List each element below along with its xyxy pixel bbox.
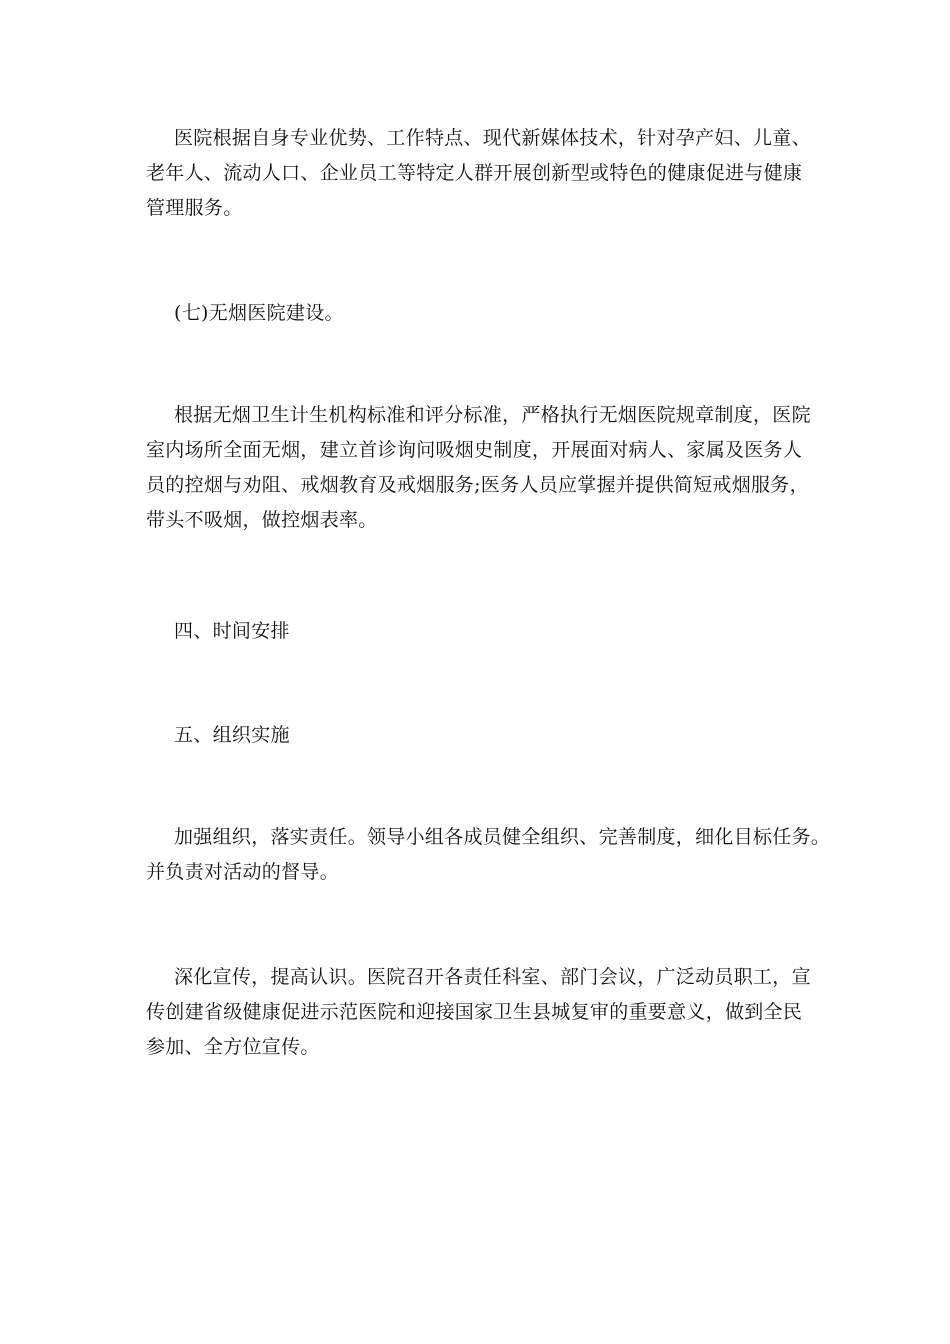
paragraph-line: 并负责对活动的督导。 — [146, 861, 340, 883]
heading-text: 四、时间安排 — [174, 620, 290, 642]
heading-organization-implementation — [146, 718, 826, 753]
paragraph-line: 根据无烟卫生计生机构标准和评分标准，严格执行无烟医院规章制度，医院 — [174, 404, 811, 426]
paragraph-line: 管理服务。 — [146, 197, 243, 219]
paragraph-line: 员的控烟与劝阻、戒烟教育及戒烟服务;医务人员应掌握并提供简短戒烟服务， — [146, 474, 809, 496]
paragraph-deepen-publicity — [146, 960, 826, 1065]
paragraph-line: 带头不吸烟，做控烟表率。 — [146, 509, 378, 531]
heading-time-schedule — [146, 614, 826, 649]
paragraph-line: 加强组织，落实责任。领导小组各成员健全组织、完善制度，细化目标任务。 — [174, 826, 831, 848]
heading-text: (七)无烟医院建设。 — [174, 302, 344, 324]
paragraph-smoke-free-standards — [146, 398, 826, 538]
heading-smoke-free-hospital — [146, 296, 826, 331]
paragraph-line: 老年人、流动人口、企业员工等特定人群开展创新型或特色的健康促进与健康 — [146, 162, 803, 184]
paragraph-line: 深化宣传，提高认识。医院召开各责任科室、部门会议，广泛动员职工，宣 — [174, 966, 811, 988]
heading-text: 五、组织实施 — [174, 724, 290, 746]
paragraph-strengthen-organization — [146, 820, 831, 890]
paragraph-line: 参加、全方位宣传。 — [146, 1036, 320, 1058]
paragraph-line: 室内场所全面无烟，建立首诊询问吸烟史制度，开展面对病人、家属及医务人 — [146, 439, 803, 461]
paragraph-health-promotion-services — [146, 121, 826, 226]
paragraph-line: 医院根据自身专业优势、工作特点、现代新媒体技术，针对孕产妇、儿童、 — [174, 127, 811, 149]
paragraph-line: 传创建省级健康促进示范医院和迎接国家卫生县城复审的重要意义，做到全民 — [146, 1001, 803, 1023]
